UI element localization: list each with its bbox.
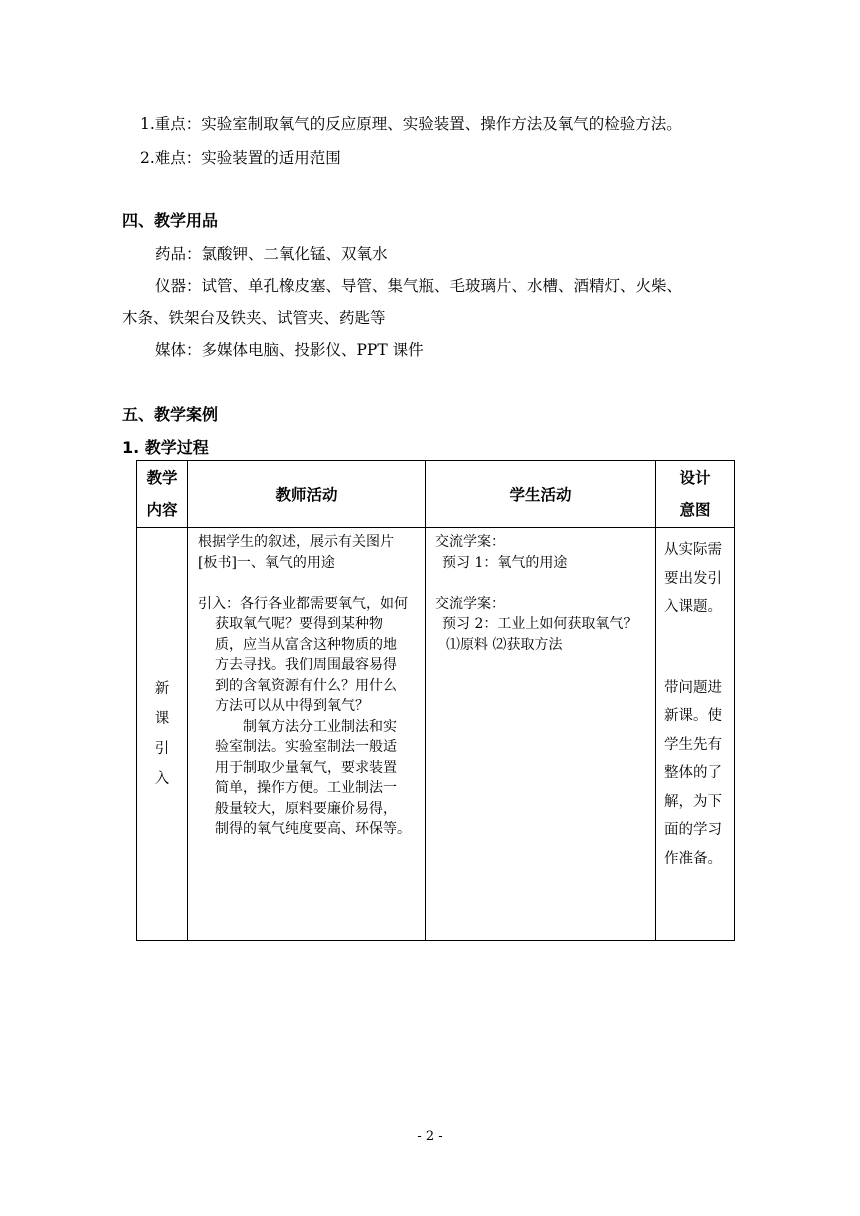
supplies-media: 媒体：多媒体电脑、投影仪、PPT 课件 [155,341,424,359]
student-line: ⑴原料 ⑵获取方法 [446,636,563,653]
teaching-process-table [136,460,735,941]
design-line: 新课。使 [664,708,722,724]
teacher-line: 制氧方法分工业制法和实 [243,718,397,735]
section-5-heading: 五、教学案例 [122,405,219,424]
teacher-line: 用于制取少量氧气，要求装置 [215,759,397,776]
teacher-line: 获取氧气呢？要得到某种物 [215,616,383,632]
header-content [137,461,188,528]
student-line: 预习 1：氧气的用途 [442,554,568,571]
teacher-line: 般量较大，原料要廉价易得， [215,800,397,817]
teacher-line: 验室制法。实验室制法一般适 [215,739,397,755]
table-row [137,528,735,941]
teacher-line: 根据学生的叙述，展示有关图片 [198,534,394,550]
teacher-line: [板书]一、氧气的用途 [198,554,335,571]
key-point-1: 1.重点：实验室制取氧气的反应原理、实验装置、操作方法及氧气的检验方法。 [140,115,682,133]
key-point-2: 2.难点：实验装置的适用范围 [140,149,341,167]
design-intent-cell [656,528,735,941]
design-line: 面的学习 [664,822,722,838]
teacher-activity-cell [188,528,426,941]
content-char: 入 [154,771,170,787]
content-char: 新 [154,681,170,697]
student-line: 预习 2：工业上如何获取氧气？ [442,616,638,632]
student-activity-cell [426,528,656,941]
header-content-line2: 内容 [146,501,178,519]
content-cell [137,528,188,941]
student-line: 交流学案： [435,534,505,550]
teacher-line: 方去寻找。我们周围最容易得 [215,657,397,673]
teacher-line: 制得的氧气纯度要高、环保等。 [215,821,411,837]
supplies-instruments: 仪器：试管、单孔橡皮塞、导管、集气瓶、毛玻璃片、水槽、酒精灯、火柴、 [155,277,683,295]
design-line: 带问题进 [664,679,722,696]
teaching-process-heading: 1. 教学过程 [122,438,209,457]
header-design-line1: 设计 [679,469,711,487]
design-line: 要出发引 [664,570,722,587]
table-header-row [137,461,735,528]
section-4-heading: 四、教学用品 [122,211,219,230]
design-line: 作准备。 [664,850,722,867]
teacher-line: 质，应当从富含这种物质的地 [215,636,397,653]
page-number: - 2 - [417,1129,443,1144]
header-student-activity: 学生活动 [426,461,656,528]
teacher-line: 到的含氧资源有什么？用什么 [215,677,397,694]
teacher-line: 引入：各行各业都需要氧气，如何 [198,595,408,612]
supplies-instruments-cont: 木条、铁架台及铁夹、试管夹、药匙等 [122,309,386,327]
header-design-intent [656,461,735,528]
student-line: 交流学案： [435,595,505,612]
design-line: 解，为下 [664,793,722,810]
header-content-line1: 教学 [146,469,178,487]
teacher-line: 方法可以从中得到氧气？ [215,698,369,714]
content-char: 课 [154,711,170,727]
design-line: 从实际需 [664,542,722,558]
design-line: 整体的了 [664,765,722,781]
header-teacher-activity: 教师活动 [188,461,426,528]
content-char: 引 [154,741,170,757]
design-line: 学生先有 [664,736,722,753]
teacher-line: 简单，操作方便。工业制法一 [215,780,397,796]
header-design-line2: 意图 [679,501,711,519]
design-line: 入课题。 [664,599,722,615]
supplies-chemicals: 药品：氯酸钾、二氧化锰、双氧水 [155,245,388,263]
